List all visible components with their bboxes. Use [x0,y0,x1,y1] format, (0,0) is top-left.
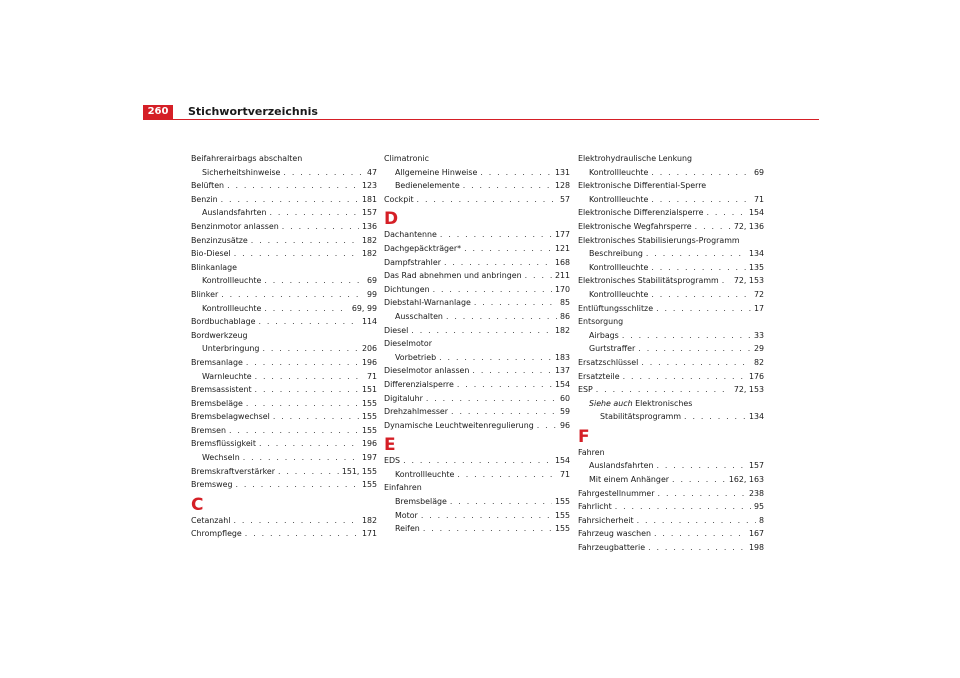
page-header [143,105,819,119]
index-entry: Bremsbeläge . . . 155 [191,399,377,413]
index-entry: Dachgepäckträger* . . . 121 [384,244,570,258]
index-heading: Elektronisches Stabilisierungs-Programm [578,235,740,245]
index-entry: Motor . . . 155 [384,511,570,525]
index-heading: Dieselmotor [384,339,432,349]
index-heading: Elektrohydraulische Lenkung [578,154,693,163]
index-heading: Einfahren [384,483,422,493]
index-entry: Bremsweg . . . 155 [191,480,377,494]
index-entry: Diesel . . . 182 [384,326,570,340]
index-entry: Elektronische Differenzialsperre . . . 154 [578,208,764,222]
index-entry: EDS . . . 154 [384,456,570,470]
index-heading: Bordwerkzeug [191,330,248,340]
index-entry: Differenzialsperre . . . 154 [384,380,570,394]
index-entry: Kontrollleuchte . . . 71 [384,470,570,484]
index-entry: Fahrzeug waschen . . . 167 [578,529,764,543]
index-entry: Entlüftungsschlitze . . . 17 [578,304,764,318]
index-heading: Beifahrerairbags abschalten [191,154,303,163]
index-heading: Blinkanlage [191,262,237,272]
index-entry: Allgemeine Hinweise . . . 131 [384,168,570,182]
index-entry: Ersatzteile . . . 176 [578,372,764,386]
index-column-2 [384,154,570,538]
index-entry: Auslandsfahrten . . . 157 [578,461,764,475]
index-entry: Dampfstrahler . . . 168 [384,258,570,272]
index-entry: Bremsen . . . 155 [191,426,377,440]
index-entry: Elektronische Wegfahrsperre . . . 72, 136 [578,222,764,236]
index-entry: Bremsbeläge . . . 155 [384,497,570,511]
index-entry: Bremsanlage . . . 196 [191,358,377,372]
index-entry: Blinker . . . 99 [191,290,377,304]
index-entry: Digitaluhr . . . 60 [384,394,570,408]
index-entry: Ersatzschlüssel . . . 82 [578,358,764,372]
index-entry: Bremsassistent . . . 151 [191,385,377,399]
index-entry: Bremsbelagwechsel . . . 155 [191,412,377,426]
index-entry: Kontrollleuchte . . . 69 [191,276,377,290]
index-entry: Vorbetrieb . . . 183 [384,353,570,367]
index-entry: Auslandsfahrten . . . 157 [191,208,377,222]
index-entry: Benzinzusätze . . . 182 [191,236,377,250]
index-entry: Elektronisches Stabilitätsprogramm . . . 72, 153 [578,276,764,290]
index-entry: Benzin . . . 181 [191,195,377,209]
index-entry: Chrompflege . . . 171 [191,529,377,543]
section-letter-e: E [384,435,396,456]
index-entry: Dachantenne . . . 177 [384,230,570,244]
see-also-prefix: Siehe auch [589,398,633,408]
index-entry: Fahrsicherheit . . . 8 [578,516,764,530]
index-entry: Bio-Diesel . . . 182 [191,249,377,263]
index-entry: Fahrgestellnummer . . . 238 [578,489,764,503]
index-heading: Fahren [578,447,605,457]
index-column-1 [191,154,377,543]
section-letter-f: F [578,426,590,447]
index-entry: Wechseln . . . 197 [191,453,377,467]
section-letter-d: D [384,209,399,230]
index-entry: Kontrollleuchte . . . 72 [578,290,764,304]
index-entry: Drehzahlmesser . . . 59 [384,407,570,421]
index-entry: Cetanzahl . . . 182 [191,516,377,530]
index-entry: Kontrollleuchte . . . 69, 99 [191,304,377,318]
section-letter-c: C [191,494,204,515]
index-entry: Fahrlicht . . . 95 [578,502,764,516]
index-entry: Dieselmotor anlassen . . . 137 [384,366,570,380]
index-entry: Warnleuchte . . . 71 [191,372,377,386]
index-entry: Ausschalten . . . 86 [384,312,570,326]
index-entry: Kontrollleuchte . . . 69 [578,168,764,182]
page-title: Stichwortverzeichnis [188,105,318,118]
see-also-reference [578,399,764,413]
index-entry: Kontrollleuchte . . . 135 [578,263,764,277]
index-entry: Das Rad abnehmen und anbringen . . . 211 [384,271,570,285]
index-entry: Bedienelemente . . . 128 [384,181,570,195]
index-heading: Climatronic [384,154,429,163]
index-entry: Beschreibung . . . 134 [578,249,764,263]
index-entry: Bremskraftverstärker . . . 151, 155 [191,467,377,481]
index-entry: Mit einem Anhänger . . . 162, 163 [578,475,764,489]
index-entry: ESP . . . 72, 153 [578,385,764,399]
index-entry: Cockpit . . . 57 [384,195,570,209]
index-entry: Sicherheitshinweise . . . 47 [191,168,377,182]
page-number: 260 [143,105,173,119]
index-entry: Benzinmotor anlassen . . . 136 [191,222,377,236]
header-rule [143,119,819,120]
index-entry: Fahrzeugbatterie . . . 198 [578,543,764,557]
index-entry: Airbags . . . 33 [578,331,764,345]
index-entry: Diebstahl-Warnanlage . . . 85 [384,298,570,312]
index-heading: Entsorgung [578,317,624,327]
index-entry: Unterbringung . . . 206 [191,344,377,358]
index-entry: Gurtstraffer . . . 29 [578,344,764,358]
index-entry: Dynamische Leuchtweitenregulierung . . . 96 [384,421,570,435]
index-entry: Bordbuchablage . . . 114 [191,317,377,331]
index-entry: Bremsflüssigkeit . . . 196 [191,439,377,453]
see-also-target: Elektronisches [635,398,693,408]
index-entry: Dichtungen . . . 170 [384,285,570,299]
index-entry: Kontrollleuchte . . . 71 [578,195,764,209]
index-column-3 [578,154,764,557]
index-entry: Stabilitätsprogramm . . . 134 [578,412,764,426]
index-heading: Elektronische Differential-Sperre [578,181,707,191]
index-entry: Belüften . . . 123 [191,181,377,195]
index-entry: Reifen . . . 155 [384,524,570,538]
